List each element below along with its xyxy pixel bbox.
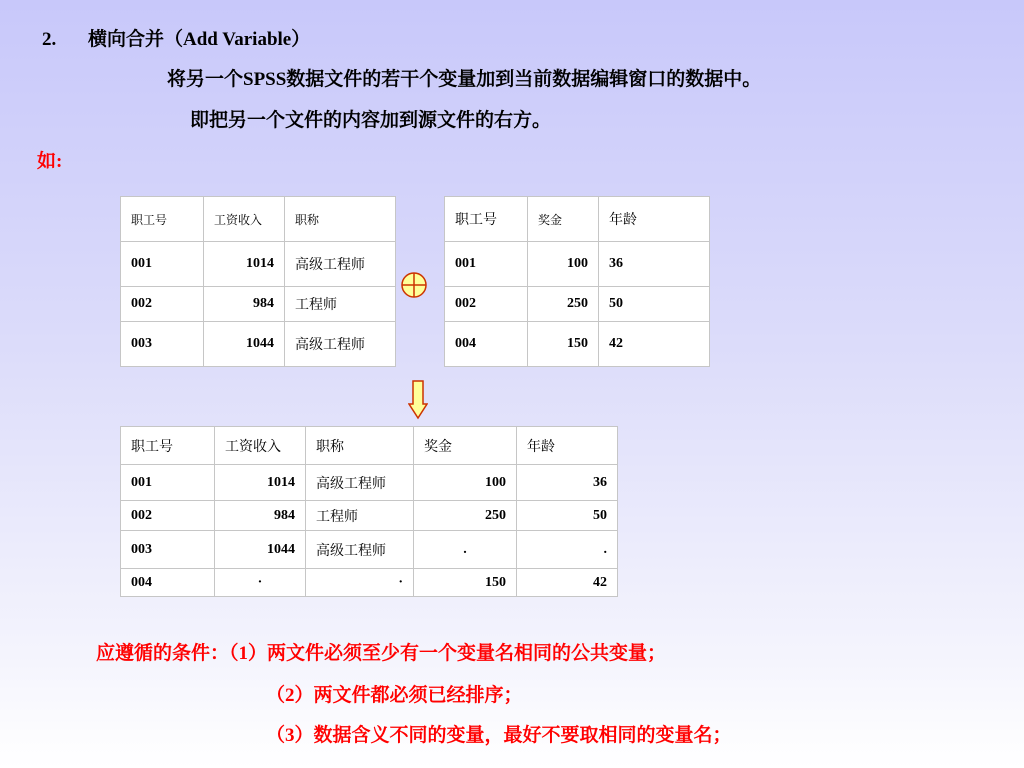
table-header-cell: 职工号 (445, 197, 528, 242)
table-cell: · (215, 569, 306, 597)
example-label: 如: (37, 151, 63, 172)
table-cell: 36 (599, 242, 710, 287)
description-line-2: 即把另一个文件的内容加到源文件的右方。 (190, 110, 552, 131)
table-cell: 002 (121, 287, 204, 322)
source-table-right (444, 196, 710, 367)
table-cell: 001 (445, 242, 528, 287)
table-cell: 003 (121, 531, 215, 569)
table-cell: . (517, 531, 618, 569)
table-cell: 1044 (204, 322, 285, 367)
table-cell: 1044 (215, 531, 306, 569)
table-row (445, 322, 710, 367)
table-cell: 001 (121, 465, 215, 501)
heading-number: 2. (42, 29, 57, 50)
table-cell: · (306, 569, 414, 597)
table-cell: 50 (599, 287, 710, 322)
table-cell: 250 (528, 287, 599, 322)
table-row (121, 287, 396, 322)
table-cell: 004 (121, 569, 215, 597)
table-cell: 1014 (215, 465, 306, 501)
table-cell: 984 (215, 501, 306, 531)
source-table-left (120, 196, 396, 367)
table-header-row (121, 427, 618, 465)
table-cell: 42 (599, 322, 710, 367)
table-row (121, 322, 396, 367)
table-header-cell: 年龄 (517, 427, 618, 465)
table-cell: 002 (445, 287, 528, 322)
table-header-cell: 职称 (306, 427, 414, 465)
table-cell: 004 (445, 322, 528, 367)
table-cell: 工程师 (285, 287, 396, 322)
description-line-1: 将另一个SPSS数据文件的若干个变量加到当前数据编辑窗口的数据中。 (167, 69, 762, 90)
condition-line-2: （2）两文件都必须已经排序； (266, 685, 523, 706)
table-cell: . (414, 531, 517, 569)
down-arrow-icon (408, 380, 428, 420)
table-cell: 42 (517, 569, 618, 597)
table-cell: 100 (528, 242, 599, 287)
table-row (121, 242, 396, 287)
merged-table (120, 426, 618, 597)
table-cell: 高级工程师 (285, 322, 396, 367)
table-row (121, 465, 618, 501)
table-cell: 高级工程师 (306, 531, 414, 569)
table-header-cell: 奖金 (414, 427, 517, 465)
table-cell: 150 (528, 322, 599, 367)
condition-line-1: 应遵循的条件：（1）两文件必须至少有一个变量名相同的公共变量； (96, 643, 667, 664)
table-header-cell: 年龄 (599, 197, 710, 242)
table-cell: 50 (517, 501, 618, 531)
table-row (121, 569, 618, 597)
table-row (121, 501, 618, 531)
circled-plus-icon (400, 271, 428, 299)
table-header-cell: 工资收入 (204, 197, 285, 242)
table-row (445, 242, 710, 287)
table-cell: 1014 (204, 242, 285, 287)
table-cell: 高级工程师 (306, 465, 414, 501)
table-cell: 36 (517, 465, 618, 501)
table-header-cell: 职工号 (121, 197, 204, 242)
heading-title: 横向合并（Add Variable） (88, 29, 311, 50)
table-cell: 250 (414, 501, 517, 531)
table-header-cell: 职称 (285, 197, 396, 242)
slide-heading (42, 24, 310, 51)
table-cell: 100 (414, 465, 517, 501)
table-cell: 高级工程师 (285, 242, 396, 287)
table-row (121, 531, 618, 569)
table-header-cell: 奖金 (528, 197, 599, 242)
table-row (445, 287, 710, 322)
table-header-row (121, 197, 396, 242)
table-cell: 001 (121, 242, 204, 287)
table-header-row (445, 197, 710, 242)
table-cell: 003 (121, 322, 204, 367)
table-cell: 150 (414, 569, 517, 597)
table-cell: 002 (121, 501, 215, 531)
condition-line-3: （3）数据含义不同的变量，最好不要取相同的变量名； (266, 725, 732, 746)
table-cell: 984 (204, 287, 285, 322)
table-header-cell: 工资收入 (215, 427, 306, 465)
table-header-cell: 职工号 (121, 427, 215, 465)
table-cell: 工程师 (306, 501, 414, 531)
